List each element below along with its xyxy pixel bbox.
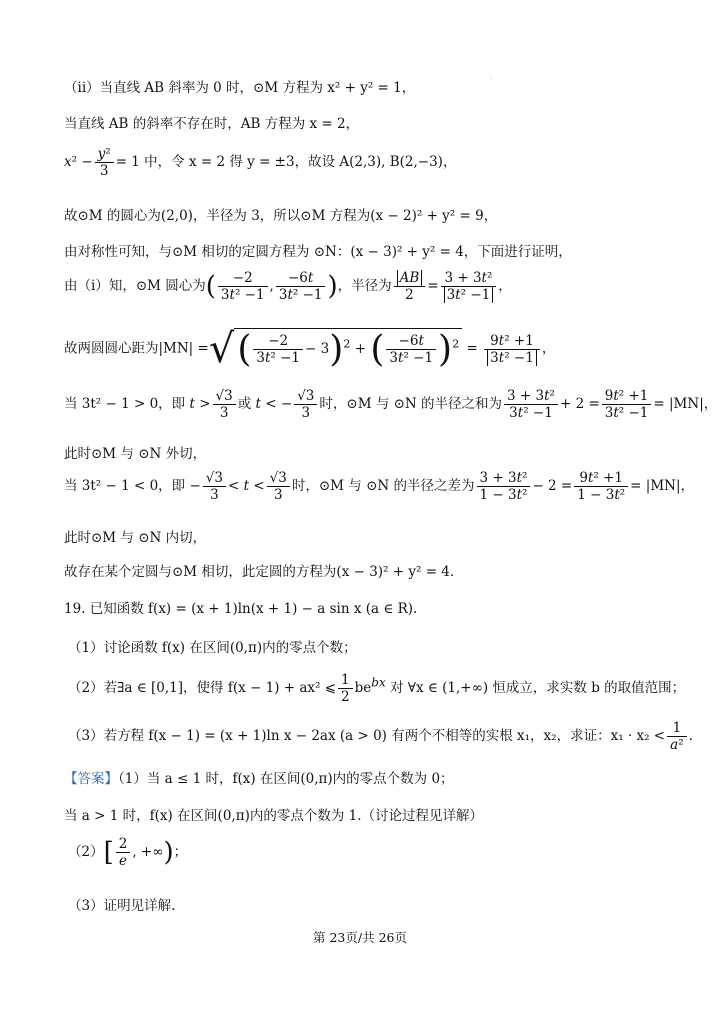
answer-part-2: （2）[ $\frac{2}{e}$ , +∞)； [68,836,188,869]
answer-tag: 【答案】 [64,771,118,787]
question-part-2: （2）若∃a ∈ [0,1]，使得 f(x − 1) + ax² ⩽ $\frac{1}{2}$ $be^{bx}$ 对 ∀x ∈ (1,+∞) 恒成立，求实数 b 的取值范围； [68,672,686,705]
text-segment: = |MN|， [653,396,718,412]
text-line: 此时⊙M 与 ⊙N 内切， [64,530,207,546]
answer-part-3: （3）证明见详解. [68,898,176,914]
diff-case-line: 当 3t² − 1 < 0，即 − $\frac{√3}{3}$ < t < $\frac{√3}{3}$ 时，⊙M 与 ⊙N 的半径之差为 $\frac{\text{3 + 3t²}}{\text{1 − 3t²}}$ − 2 = $\frac{\text{9t² +1}}{\text{1 − 3t²}}$ = |MN|， [64,470,695,503]
text-segment: 由（i）知，⊙M 圆心为 [64,278,206,294]
text-segment: （2）若∃a ∈ [0,1]，使得 f(x − 1) + ax² ⩽ [68,680,337,696]
scan-mark: . [490,74,492,81]
text-line: 当直线 AB 的斜率不存在时，AB 方程为 x = 2， [64,116,360,132]
text-segment: be [354,680,372,696]
text-segment: 故两圆圆心距为|MN| = [64,340,209,357]
text-segment: （1）当 a ≤ 1 时，f(x) 在区间(0,π)内的零点个数为 0； [118,771,454,787]
question-19: 19. 已知函数 f(x) = (x + 1)ln(x + 1) − a sin x (a ∈ R). [64,601,418,617]
text-line: （ii）当直线 AB 斜率为 0 时，⊙M 方程为 x² + y² = 1， [64,80,416,96]
text-segment: ，半径为 [337,278,392,294]
page-footer: 第 23页/共 26页 [313,930,407,945]
text-segment: 对 ∀x ∈ (1,+∞) 恒成立，求实数 b 的取值范围； [390,680,686,696]
text-line: 由对称性可知，与⊙M 相切的定圆方程为 ⊙N：(x − 3)² + y² = 4，下面进行证明， [64,244,572,260]
center-radius-line: 由（i）知，⊙M 圆心为( $\frac{-2}{\text{3t² −1}}$ , $\frac{-6t}{\text{3t² −1}}$ )，半径为 $\frac{AB}{2}$ = $\frac{\text{3 + 3t²}}{\text{3t² −1}}$ ， [64,270,512,303]
question-part-3: （3）若方程 f(x − 1) = (x + 1)ln x − 2ax (a > 0) 有两个不相等的实根 x₁，x₂，求证：x₁ · x₂ < $\frac{1}{\text{a²}}$ . [68,720,693,753]
distance-line: 故两圆圆心距为|MN| =√( $\frac{-2}{\text{3t² −1}}$ − 3)$^2$ + ( $\frac{-6t}{\text{3t² −1}}$ )$^2$ = $\frac{\text{9t² +1}}{\text{3t² −1}}$ ， [64,326,556,372]
text-segment: = |MN|， [630,478,695,494]
sum-case-line: 当 3t² − 1 > 0，即 t > $\frac{√3}{3}$ 或 t < − $\frac{√3}{3}$ 时，⊙M 与 ⊙N 的半径之和为 $\frac{\text{3 + 3t²}}{\text{3t² −1}}$ + 2 = $\frac{\text{9t² +1}}{\text{3t² −1}}$ = |MN|， [64,388,718,421]
text-segment: 当 3t² − 1 > 0，即 [64,396,186,412]
question-part-1: （1）讨论函数 f(x) 在区间(0,π)内的零点个数； [68,640,357,656]
text-line: 故存在某个定圆与⊙M 相切，此定圆的方程为(x − 3)² + y² = 4. [64,564,455,580]
text-segment: 时，⊙M 与 ⊙N 的半径之和为 [319,396,503,412]
answer-line-1b: 当 a > 1 时，f(x) 在区间(0,π)内的零点个数为 1.（讨论过程见详解） [64,808,484,824]
text-line: 此时⊙M 与 ⊙N 外切， [64,446,207,462]
text-segment: 当 3t² − 1 < 0，即 [64,478,186,494]
text-segment: = 1 中，令 x = 2 得 y = ±3，故设 A(2,3), B(2,−3)， [115,154,457,170]
text-segment: （3）若方程 f(x − 1) = (x + 1)ln x − 2ax (a > 0) 有两个不相等的实根 x₁，x₂，求证：x₁ · x₂ < [68,728,666,744]
text-segment: （2） [68,844,104,860]
text-line: 故⊙M 的圆心为(2,0)，半径为 3，所以⊙M 方程为(x − 2)² + y² = 9， [64,208,498,224]
text-segment: 时，⊙M 与 ⊙N 的半径之差为 [291,478,475,494]
answer-line-1 [64,767,454,787]
hyperbola-line: x² − $\frac{\text{y²}}{3}$ = 1 中，令 x = 2 得 y = ±3，故设 A(2,3), B(2,−3)， [64,146,457,179]
